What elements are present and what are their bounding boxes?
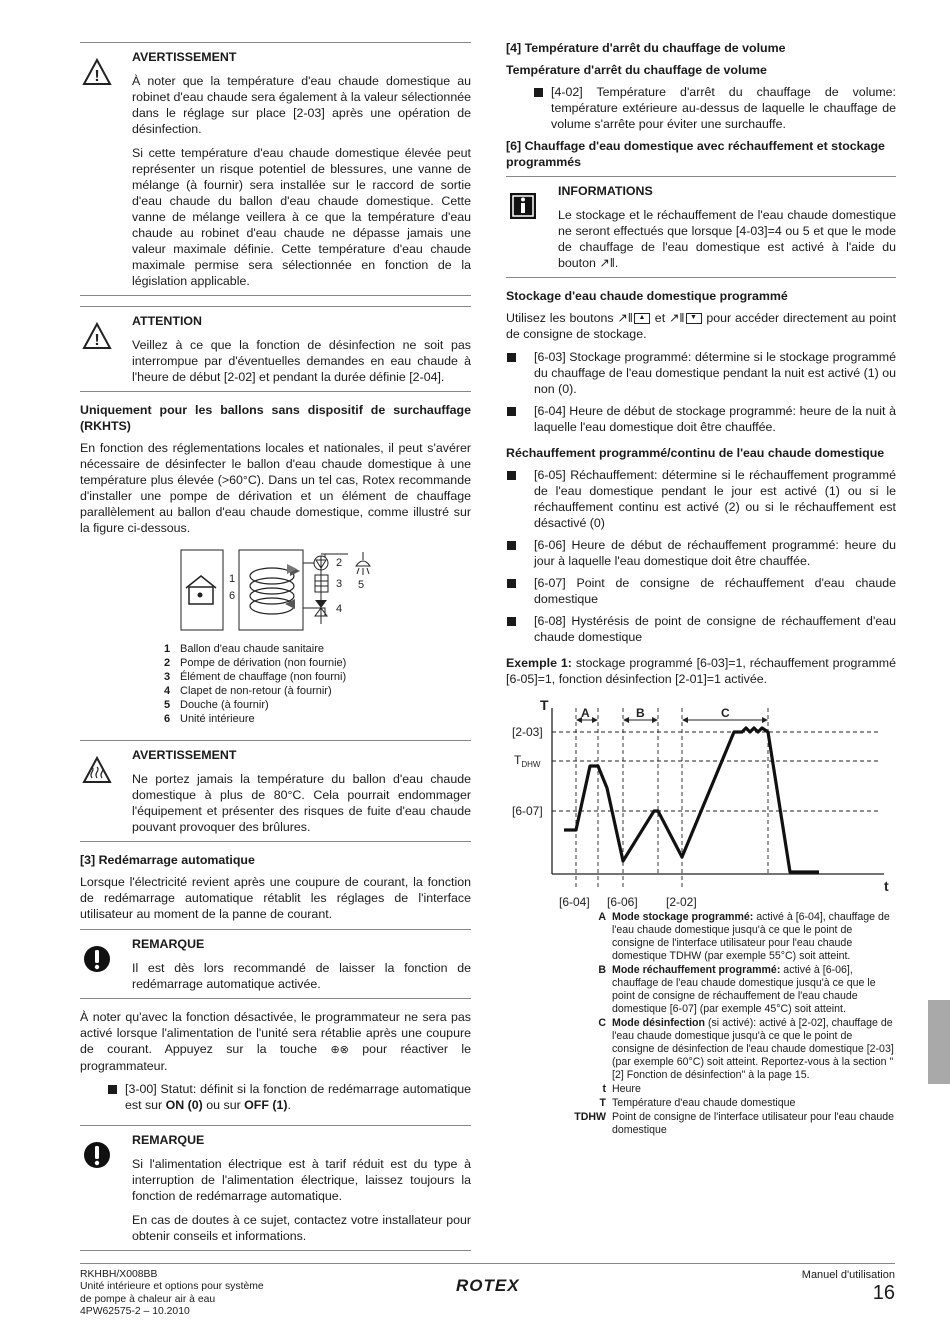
chart-legend-item: T Température d'eau chaude domestique	[599, 1097, 796, 1109]
legend-item: 4 Clapet de non-retour (à fournir)	[164, 685, 332, 697]
disabled-text: À noter qu'avec la fonction désactivée, le programmateur ne sera pas activé lorsque l'alimentation de l'unité sera rétablie après une coupure de courant. Appuyez sur la touche ⊕⊗ pour réactiver le programmateur.	[80, 1010, 471, 1073]
phase-label: B	[636, 706, 645, 720]
info-text: Le stockage et le réchauffement de l'eau chaude domestique ne seront effectués que lorsque [4-03]=4 ou 5 et que le mode de chauffage de l'eau domestique est activé à l'aide du bouton ↗‖.	[558, 208, 896, 270]
chart-legend-item: A Mode stockage programmé: activé à [6-04], chauffage de l'eau chaude domestique jusqu'à ce que le point de consigne de l'interface utilisateur pour l'eau chaude domestique TDHW (par exemple 55°C) soit atteint.	[598, 911, 890, 962]
exclamation-icon	[82, 1140, 112, 1170]
subsection-heading: Stockage d'eau chaude domestique programmé	[506, 289, 788, 303]
note-text: Il est dès lors recommandé de laisser la fonction de redémarrage automatique activée.	[132, 961, 471, 991]
section-heading: [6] Chauffage d'eau domestique avec réchauffement et stockage programmés	[506, 139, 885, 169]
svg-text:!: !	[94, 68, 100, 85]
bullet-6-08: [6-08] Hystérésis de point de consigne de réchauffement d'eau chaude domestique	[506, 613, 896, 645]
tap-up-button-icon: ↗‖ ▲	[617, 311, 651, 325]
note-text: En cas de doutes à ce sujet, contactez votre installateur pour obtenir conseils et informations.	[132, 1213, 471, 1243]
house-icon	[186, 576, 216, 604]
bullet-6-04: [6-04] Heure de début de stockage programmé: heure de la nuit à laquelle l'eau domestique doit être chauffée.	[506, 403, 896, 435]
chart-legend	[566, 911, 896, 1137]
status-bullet: [3-00] Statut: définit si la fonction de redémarrage automatique est sur ON (0) ou sur OFF (1).	[80, 1081, 471, 1113]
info-title: INFORMATIONS	[558, 184, 653, 198]
y-level-label: [2-03]	[512, 725, 543, 739]
legend-item: 3 Élément de chauffage (non fourni)	[164, 671, 347, 683]
note-box	[80, 1125, 471, 1251]
chart-legend-item: TDHW Point de consigne de l'interface utilisateur pour l'eau chaude domestique	[574, 1111, 895, 1136]
section-tab	[928, 1000, 950, 1084]
figure-label: 5	[358, 579, 365, 591]
legend-item: 6 Unité intérieure	[164, 713, 255, 725]
figure-label: 6	[229, 590, 236, 602]
restart-heading: [3] Redémarrage automatique	[80, 853, 255, 867]
bullet-6-05: [6-05] Réchauffement: détermine si le réchauffement programmé de l'eau domestique pendant le jour est activé (1) ou si le réchauffement continu est activé (2) ou si le réchauffement est désactivé (0)	[506, 467, 896, 531]
y-level-label: $T_{DHW}$	[514, 753, 541, 769]
attention-box	[80, 306, 471, 392]
attention-title: ATTENTION	[132, 314, 202, 328]
hot-surface-warning-box	[80, 740, 471, 842]
use-buttons-text: Utilisez les boutons ↗‖ ▲ et ↗‖ ▼ pour accéder directement au point de consigne de stockage.	[506, 311, 897, 341]
note-title: REMARQUE	[132, 937, 205, 951]
note-title: REMARQUE	[132, 1133, 205, 1147]
phase-label: A	[581, 706, 590, 720]
warning-text: Si cette température d'eau chaude domestique élevée peut représenter un risque potentiel de blessures, une vanne de mélange (à fournir) sera installée sur le raccord de sortie d'eau chaude du ballon d'eau chaude domestique. Cette vanne de mélange veillera à ce que la température d'eau chaude au robinet d'eau chaude ne dépasse jamais une valeur maximale définie. Cette température d'eau chaude maximale permise sera sélectionnée en fonction de la législation applicable.	[132, 146, 471, 288]
x-marker-label: [2-02]	[666, 895, 697, 909]
x-marker-label: [6-04]	[559, 895, 590, 909]
x-marker-label: [6-06]	[607, 895, 638, 909]
warning-title: AVERTISSEMENT	[132, 50, 237, 64]
bullet-6-07: [6-07] Point de consigne de réchauffement d'eau chaude domestique	[506, 575, 896, 607]
shower-icon	[356, 552, 370, 575]
svg-text:!: !	[94, 332, 100, 349]
temperature-series-line	[564, 728, 819, 872]
figure-label: 2	[336, 557, 343, 569]
legend-item: 2 Pompe de dérivation (non fournie)	[164, 657, 347, 669]
figure-label: 1	[229, 573, 236, 585]
timer-key-icon: ⊕⊗	[330, 1044, 349, 1056]
bullet-4-02: [4-02] Température d'arrêt du chauffage de volume: température extérieure au-dessus de laquelle le chauffage de volume s'arrête pour éviter une surchauffe.	[506, 84, 896, 132]
warning-text: À noter que la température d'eau chaude domestique au robinet d'eau chaude sera également à la valeur sélectionnée dans le réglage sur place [2-03] après une opération de désinfection.	[132, 74, 471, 136]
info-box	[506, 176, 896, 278]
footer-info: RKHBH/X008BB Unité intérieure et options pour système de pompe à chaleur air à eau 4PW62575-2 – 10.2010	[80, 1269, 264, 1318]
chart-legend-item: B Mode réchauffement programmé: activé à [6-06], chauffage de l'eau chaude domestique jusqu'à ce que le point de consigne de réchauffement de l'eau chaude domestique [6-07] (par exemple 45°C) soit atteint.	[598, 964, 876, 1015]
warning-box	[80, 42, 471, 296]
subsection-heading: Réchauffement programmé/continu de l'eau chaude domestique	[506, 446, 885, 460]
y-axis-label: T	[540, 697, 549, 713]
legend-item: 1 Ballon d'eau chaude sanitaire	[164, 643, 324, 655]
rkhts-text: En fonction des réglementations locales et nationales, il peut s'avérer nécessaire de désinfecter le ballon d'eau chaude domestique à une température plus élevée (>60°C). Dans un tel cas, Rotex recommande d'installer une pompe de dérivation et un élément de chauffage parallèlement au ballon d'eau chaude domestique, comme illustré sur la figure ci-dessous.	[80, 441, 471, 535]
y-level-label: [6-07]	[512, 804, 543, 818]
rkhts-heading: Uniquement pour les ballons sans dispositif de surchauffage (RKHTS)	[80, 403, 471, 433]
tap-icon: ↗‖	[599, 256, 615, 270]
info-icon	[508, 191, 538, 221]
tank-coil	[250, 568, 294, 614]
manual-title: Manuel d'utilisation	[801, 1269, 895, 1281]
example-text: Exemple 1: stockage programmé [6-03]=1, réchauffement programmé [6-05]=1, fonction désinfection [2-01]=1 activée.	[506, 656, 896, 686]
brand-logo: ROTEX	[456, 1276, 520, 1295]
left-column	[80, 42, 471, 1261]
subsection-heading: Température d'arrêt du chauffage de volume	[506, 63, 767, 77]
temperature-chart	[506, 694, 896, 909]
hot-surface-icon	[82, 755, 112, 785]
figure-label: 3	[336, 578, 343, 590]
warning-title: AVERTISSEMENT	[132, 748, 237, 762]
page-number: 16	[872, 1282, 895, 1304]
phase-label: C	[721, 706, 730, 720]
warning-triangle-icon	[82, 57, 112, 87]
note-text: Si l'alimentation électrique est à tarif réduit est du type à interruption de l'alimentation électrique, laissez toujours la fonction de redémarrage automatique.	[132, 1157, 471, 1203]
bullet-6-03: [6-03] Stockage programmé: détermine si le stockage programmé du chauffage de l'eau domestique pendant la nuit est activé (1) ou non (0).	[506, 349, 896, 397]
page-footer	[80, 1263, 895, 1318]
figure-label: 4	[336, 603, 343, 615]
right-column	[506, 40, 896, 1138]
bypass-figure	[80, 548, 471, 640]
bullet-6-06: [6-06] Heure de début de réchauffement programmé: heure du jour à laquelle l'eau domestique doit être chauffée.	[506, 537, 896, 569]
exclamation-icon	[82, 944, 112, 974]
attention-text: Veillez à ce que la fonction de désinfection ne soit pas interrompue par d'éventuelles demandes en eau chaude à l'heure de début [2-02] et pendant la durée définie [2-04].	[132, 338, 471, 384]
note-box	[80, 929, 471, 999]
restart-text: Lorsque l'électricité revient après une coupure de courant, la fonction de redémarrage automatique rétablit les réglages de l'interface utilisateur au moment de la panne de courant.	[80, 875, 471, 921]
section-heading: [4] Température d'arrêt du chauffage de volume	[506, 41, 786, 55]
warning-triangle-icon	[82, 321, 112, 351]
chart-legend-item: t Heure	[602, 1083, 641, 1095]
legend-item: 5 Douche (à fournir)	[164, 699, 269, 711]
figure-legend	[164, 642, 471, 726]
chart-legend-item: C Mode désinfection (si activé): activé à [2-02], chauffage de l'eau chaude domestique jusqu'à ce que le point de consigne de désinfection de l'eau chaude domestique [2-03] (par exemple 60°C) soit atteint. Reportez-vous à la section "[2] Fonction de désinfection" à la page 15.	[598, 1017, 894, 1081]
x-axis-label: t	[884, 878, 889, 894]
warning-text: Ne portez jamais la température du ballon d'eau chaude domestique à plus de 80°C. Cela pourrait endommager l'équipement et présenter des risques de fuite d'eau chaude pouvant provoquer des brûlures.	[132, 772, 471, 834]
tap-down-button-icon: ↗‖ ▼	[669, 311, 703, 325]
